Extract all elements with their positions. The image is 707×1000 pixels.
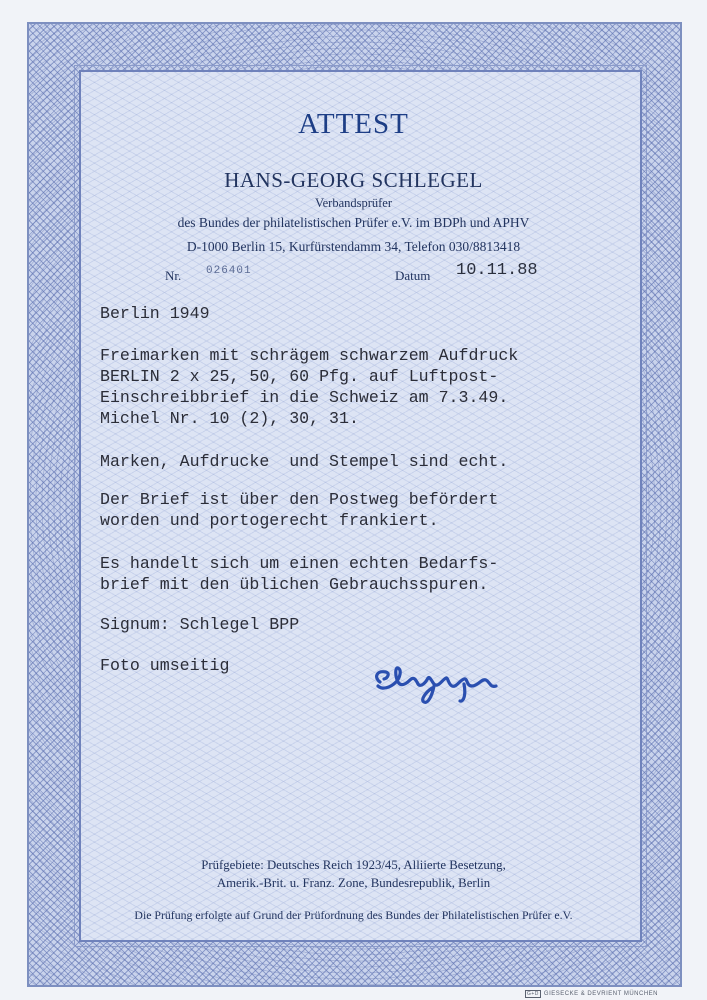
- description-line: Michel Nr. 10 (2), 30, 31.: [100, 409, 359, 428]
- description-line: BERLIN 2 x 25, 50, 60 Pfg. auf Luftpost-: [100, 367, 499, 386]
- authenticity-statement: Marken, Aufdrucke und Stempel sind echt.: [100, 452, 509, 471]
- date-label: Datum: [395, 268, 431, 283]
- printer-logo-icon: G+D: [527, 991, 539, 997]
- handwritten-signature-icon: [368, 652, 513, 708]
- postal-statement-line: Der Brief ist über den Postweg befördert: [100, 490, 499, 509]
- examiner-name: HANS-GEORG SCHLEGEL: [224, 168, 483, 192]
- usage-statement-line: Es handelt sich um einen echten Bedarfs-: [100, 554, 499, 573]
- printer-imprint: [525, 990, 658, 998]
- description-line: Freimarken mit schrägem schwarzem Aufdruck: [100, 346, 519, 365]
- examination-areas-line: Prüfgebiete: Deutsches Reich 1923/45, Alliierte Besetzung,: [201, 858, 506, 872]
- printer-name: GIESECKE & DEVRIENT MÜNCHEN: [543, 991, 658, 997]
- number-label: Nr.: [165, 268, 182, 283]
- examiner-association: des Bundes der philatelistischen Prüfer e.V. im BDPh und APHV: [177, 215, 530, 230]
- examination-rules-note: Die Prüfung erfolgte auf Grund der Prüfordnung des Bundes der Philatelistischen Prüfer e.V.: [134, 908, 573, 922]
- usage-statement-line: brief mit den üblichen Gebrauchsspuren.: [100, 575, 489, 594]
- examination-areas-line: Amerik.-Brit. u. Franz. Zone, Bundesrepublik, Berlin: [216, 876, 491, 890]
- postal-statement-line: worden und portogerecht frankiert.: [100, 511, 439, 530]
- signum-line: Signum: Schlegel BPP: [100, 615, 300, 634]
- certificate-title: ATTEST: [298, 108, 409, 140]
- certificate-date: 10.11.88: [456, 261, 538, 280]
- certificate-number: 026401: [206, 265, 252, 277]
- photo-note: Foto umseitig: [100, 656, 230, 675]
- examiner-address: D-1000 Berlin 15, Kurfürstendamm 34, Telefon 030/8813418: [186, 239, 521, 254]
- issue-heading: Berlin 1949: [100, 304, 210, 323]
- description-line: Einschreibbrief in die Schweiz am 7.3.49.: [100, 388, 509, 407]
- examiner-role: Verbandsprüfer: [314, 196, 393, 210]
